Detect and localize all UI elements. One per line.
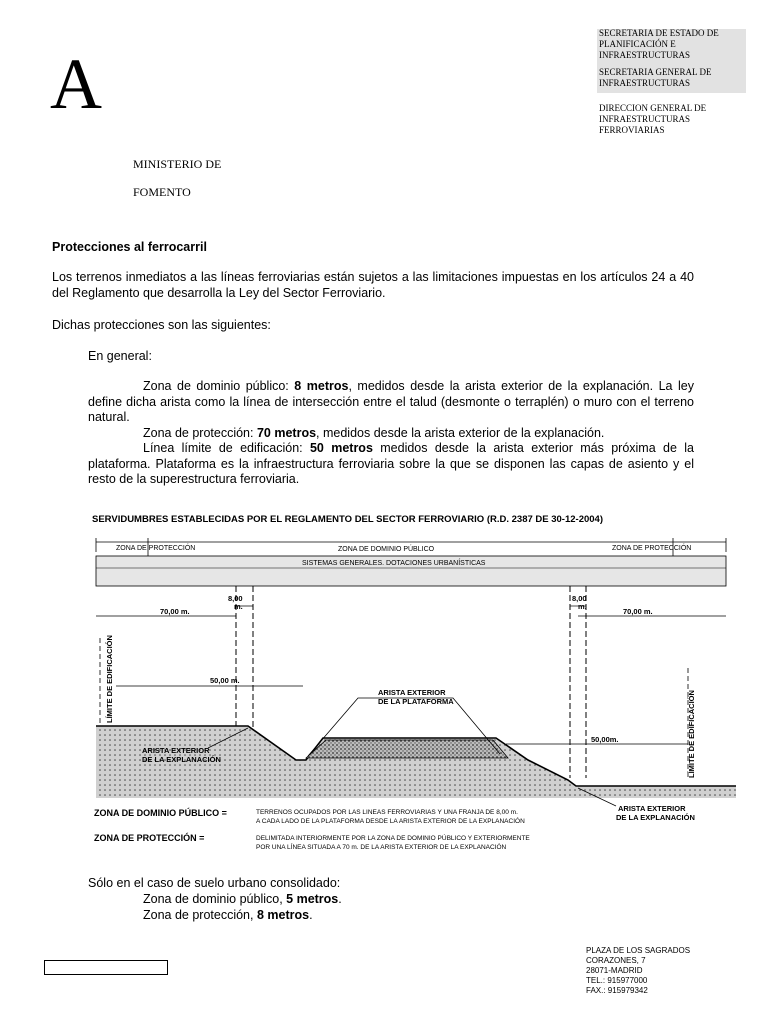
ministry-name xyxy=(133,150,221,206)
legend-proteccion-text2: POR UNA LÍNEA SITUADA A 70 m. DE LA ARISTA EXTERIOR DE LA EXPLANACIÓN xyxy=(256,844,507,851)
dominio-paragraph xyxy=(88,379,694,426)
arista-explanacion-left-line1: ARISTA EXTERIOR xyxy=(142,746,210,755)
dim-50-right-label: 50,00m. xyxy=(591,735,619,744)
ministry-logo-letter: A xyxy=(50,44,102,124)
arista-explanacion-right-line1: ARISTA EXTERIOR xyxy=(618,804,686,813)
dim-8-right-value: 8,00 xyxy=(572,594,587,603)
secretaria-estado: SECRETARIA DE ESTADO DE PLANIFICACIÓN E INFRAESTRUCTURAS xyxy=(599,28,719,60)
legend-proteccion-label: ZONA DE PROTECCIÓN = xyxy=(94,833,205,843)
ministry-line-2: FOMENTO xyxy=(133,185,191,199)
ministry-line-1: MINISTERIO DE xyxy=(133,157,222,171)
arista-plataforma-line2: DE LA PLATAFORMA xyxy=(378,697,454,706)
general-label: En general: xyxy=(88,349,152,363)
legend-dominio-text2: A CADA LADO DE LA PLATAFORMA DESDE LA ARISTA EXTERIOR DE LA EXPLANACIÓN xyxy=(256,818,525,825)
address-line-2: CORAZONES, 7 xyxy=(586,956,646,965)
urbano-section xyxy=(88,875,342,923)
zone-dominio-label: ZONA DE DOMINIO PÚBLICO xyxy=(338,546,435,553)
dim-8-left-value: 8,00 xyxy=(228,594,243,603)
dominio-suffix: , medidos desde la arista exterior de la explanación. La ley define dicha arista como la línea de intersección entre el talud (desmonte o terraplén) o muro con el terreno natural. xyxy=(88,379,694,424)
sistemas-label: SISTEMAS GENERALES. DOTACIONES URBANÍSTICAS xyxy=(302,560,486,567)
document-title: Protecciones al ferrocarril xyxy=(52,240,207,254)
arista-plataforma-line1: ARISTA EXTERIOR xyxy=(378,688,446,697)
direccion-general: DIRECCION GENERAL DE INFRAESTRUCTURAS FERROVIARIAS xyxy=(599,103,707,135)
proteccion-paragraph xyxy=(88,426,694,442)
dim-50-left-label: 50,00 m. xyxy=(210,676,240,685)
intro-paragraph: Los terrenos inmediatos a las líneas ferroviarias están sujetos a las limitaciones impuestas en los artículos 24 a 40 del Reglamento que desarrolla la Ley del Sector Ferroviario. xyxy=(52,270,694,300)
urbano-label: Sólo en el caso de suelo urbano consolidado: xyxy=(88,876,341,890)
limite-edificacion-left: LÍMITE DE EDIFICACIÓN xyxy=(105,635,114,723)
urbano-dominio: Zona de dominio público, 5 metros. xyxy=(143,892,342,906)
address-tel: TEL.: 915977000 xyxy=(586,976,648,985)
dominio-value: 8 metros xyxy=(294,379,349,393)
diagram-title: SERVIDUMBRES ESTABLECIDAS POR EL REGLAMENTO DEL SECTOR FERROVIARIO (R.D. 2387 DE 30-12-2004) xyxy=(92,514,603,525)
dim-8-left-unit: m. xyxy=(234,602,243,611)
urbano-proteccion-prefix: Zona de protección, xyxy=(143,908,257,922)
footer-address xyxy=(586,946,690,996)
general-protections xyxy=(88,379,694,488)
edificacion-paragraph xyxy=(88,441,694,488)
urbano-dominio-value: 5 metros xyxy=(286,892,339,906)
urbano-dominio-prefix: Zona de dominio público, xyxy=(143,892,287,906)
servidumbres-diagram xyxy=(88,508,736,864)
dim-8-right-unit: m. xyxy=(578,602,587,611)
legend-proteccion-text1: DELIMITADA INTERIORMENTE POR LA ZONA DE DOMINIO PÚBLICO Y EXTERIORMENTE xyxy=(256,835,530,842)
lead-paragraph: Dichas protecciones son las siguientes: xyxy=(52,318,271,332)
urbano-proteccion: Zona de protección, 8 metros. xyxy=(143,908,313,922)
zone-proteccion-right-label: ZONA DE PROTECCIÓN xyxy=(612,545,692,552)
address-line-3: 28071-MADRID xyxy=(586,966,643,975)
legend-dominio-text1: TERRENOS OCUPADOS POR LAS LINEAS FERROVIARIAS Y UNA FRANJA DE 8,00 m. xyxy=(256,809,518,816)
edificacion-value: 50 metros xyxy=(309,441,373,455)
secretaria-general: SECRETARIA GENERAL DE INFRAESTRUCTURAS xyxy=(599,67,712,88)
edificacion-prefix: Línea límite de edificación: xyxy=(143,441,310,455)
proteccion-prefix: Zona de protección: xyxy=(143,425,257,440)
urbano-proteccion-value: 8 metros xyxy=(256,908,310,922)
edificacion-suffix: medidos desde la arista exterior más próxima de la plataforma. Plataforma es la infraestructura ferroviaria sobre la que se disponen las capas de asiento y el resto de la superestructura ferroviaria. xyxy=(88,441,694,486)
address-line-1: PLAZA DE LOS SAGRADOS xyxy=(586,946,691,955)
footer-empty-box xyxy=(44,960,168,975)
proteccion-suffix: , medidos desde la arista exterior de la explanación. xyxy=(316,425,605,440)
arista-explanacion-right-line2: DE LA EXPLANACIÓN xyxy=(616,813,695,822)
dim-70-right-label: 70,00 m. xyxy=(623,607,653,616)
dim-70-left-label: 70,00 m. xyxy=(160,607,190,616)
legend-dominio-label: ZONA DE DOMINIO PÚBLICO = xyxy=(94,808,227,818)
dominio-prefix: Zona de dominio público: xyxy=(143,379,295,393)
address-fax: FAX.: 915979342 xyxy=(586,986,648,995)
zone-proteccion-left-label: ZONA DE PROTECCIÓN xyxy=(116,545,196,552)
limite-edificacion-right: LÍMITE DE EDIFICACIÓN xyxy=(687,690,696,778)
ballast-platform xyxy=(306,740,508,758)
arista-explanacion-left-line2: DE LA EXPLANACIÓN xyxy=(142,755,221,764)
proteccion-value: 70 metros xyxy=(256,425,317,440)
